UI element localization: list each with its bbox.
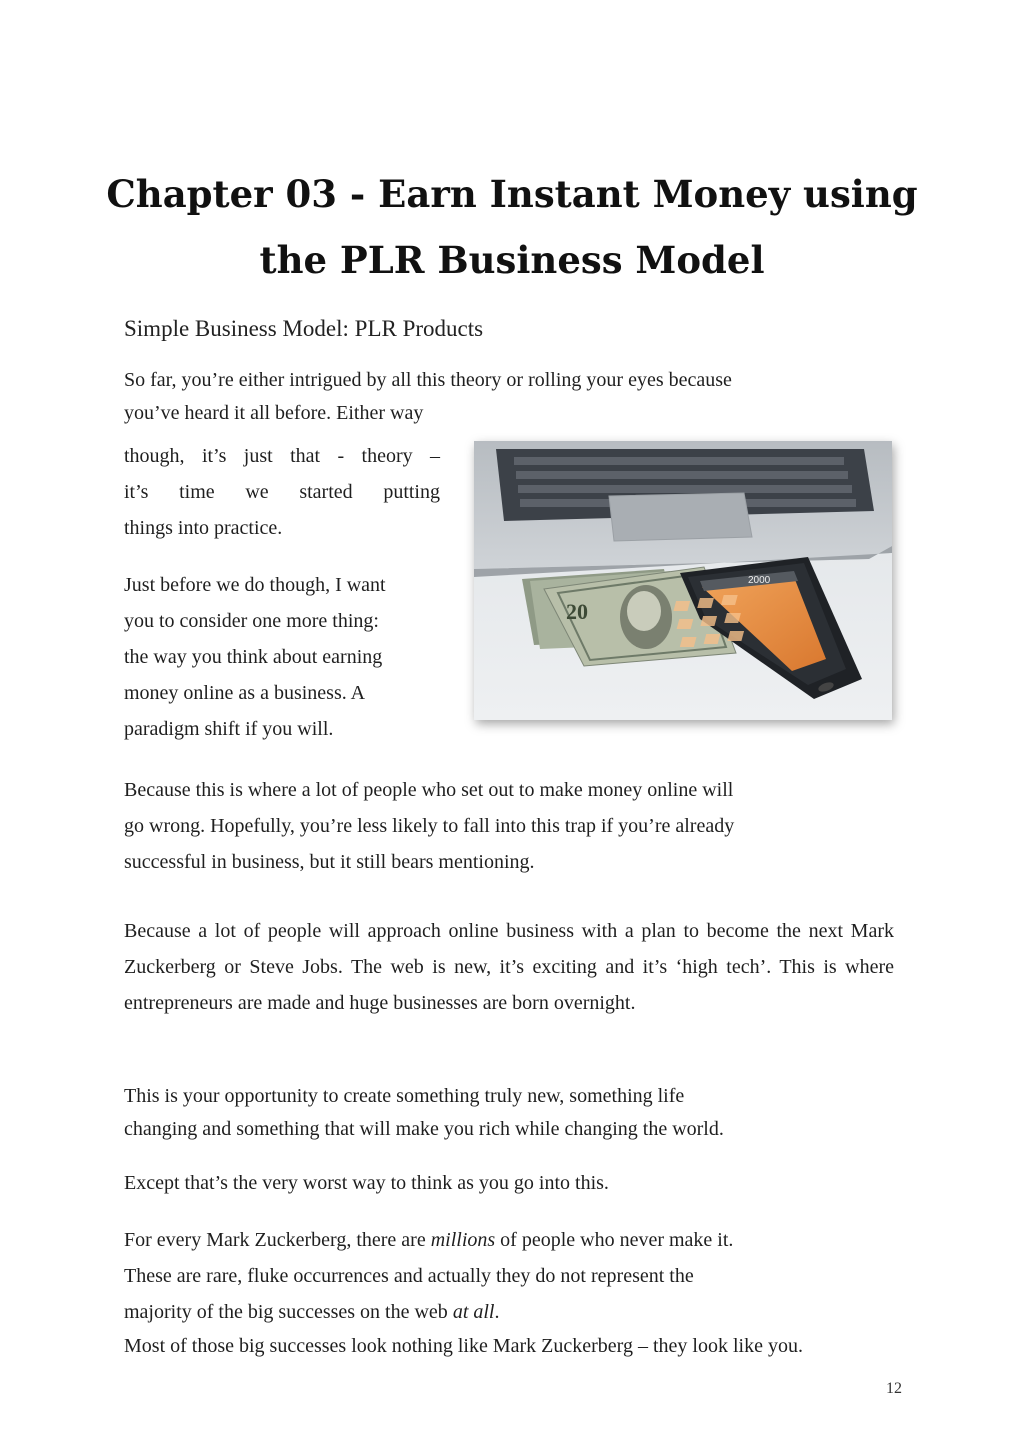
p7-line-1 xyxy=(124,1222,894,1258)
intro-line-2: you’ve heard it all before. Either way xyxy=(124,402,424,424)
intro-paragraph xyxy=(124,364,884,430)
p7-text-a: For every Mark Zuckerberg, there are xyxy=(124,1229,431,1251)
wrap2-line-4: money online as a business. A xyxy=(124,682,366,704)
p7-text-b: of people who never make it. xyxy=(495,1229,734,1251)
p7-emphasis-millions: millions xyxy=(430,1229,496,1251)
paragraph-4: Because a lot of people will approach online business with a plan to become the next Mark Zuckerberg or Steve Jobs. The web is new, it’s exciting and it’s ‘high tech’. This is where entrepreneurs are made and huge businesses are born overnight. xyxy=(124,920,894,1014)
p3-line-3: successful in business, but it still bears mentioning. xyxy=(124,851,535,873)
paragraph-5 xyxy=(124,1080,894,1146)
calculator-display: 2000 xyxy=(748,575,771,586)
intro-line-1: So far, you’re either intrigued by all this theory or rolling your eyes because xyxy=(124,369,732,391)
wrap1-line-3: things into practice. xyxy=(124,517,283,539)
p3-line-1: Because this is where a lot of people who set out to make money online will xyxy=(124,779,734,801)
p3-line-2: go wrong. Hopefully, you’re less likely to fall into this trap if you’re already xyxy=(124,815,735,837)
p5-line-1: This is your opportunity to create something truly new, something life xyxy=(124,1085,685,1107)
wrap-paragraph-1 xyxy=(124,438,440,546)
p7-line-2: These are rare, fluke occurrences and actually they do not represent the xyxy=(124,1265,694,1287)
section-heading: Simple Business Model: PLR Products xyxy=(124,316,484,341)
chapter-title-line-1: Chapter 03 - Earn Instant Money using xyxy=(106,172,918,216)
chapter-title xyxy=(100,161,924,293)
laptop-money-phone-photo xyxy=(474,441,892,720)
wrap1-line-1: though, it’s just that - theory – xyxy=(124,445,440,467)
chapter-title-line-2: the PLR Business Model xyxy=(259,238,765,282)
wrap2-line-1: Just before we do though, I want xyxy=(124,574,386,596)
paragraph-8: Most of those big successes look nothing like Mark Zuckerberg – they look like you. xyxy=(124,1335,803,1357)
p7-line-3 xyxy=(124,1294,894,1330)
p7-line3-text-b: . xyxy=(494,1301,500,1323)
paragraph-7 xyxy=(124,1222,894,1330)
svg-text:20: 20 xyxy=(566,599,588,624)
p7-line3-text-a: majority of the big successes on the web xyxy=(124,1301,453,1323)
page-number: 12 xyxy=(886,1380,902,1397)
wrap-paragraph-2 xyxy=(124,567,454,747)
wrap2-line-3: the way you think about earning xyxy=(124,646,383,668)
wrap1-line-2: it’s time we started putting xyxy=(124,481,440,503)
wrap2-line-5: paradigm shift if you will. xyxy=(124,718,334,740)
wrap2-line-2: you to consider one more thing: xyxy=(124,610,379,632)
paragraph-6: Except that’s the very worst way to think as you go into this. xyxy=(124,1172,609,1194)
p7-emphasis-at-all: at all xyxy=(452,1301,495,1323)
p5-line-2: changing and something that will make you rich while changing the world. xyxy=(124,1118,724,1140)
paragraph-3 xyxy=(124,772,894,880)
